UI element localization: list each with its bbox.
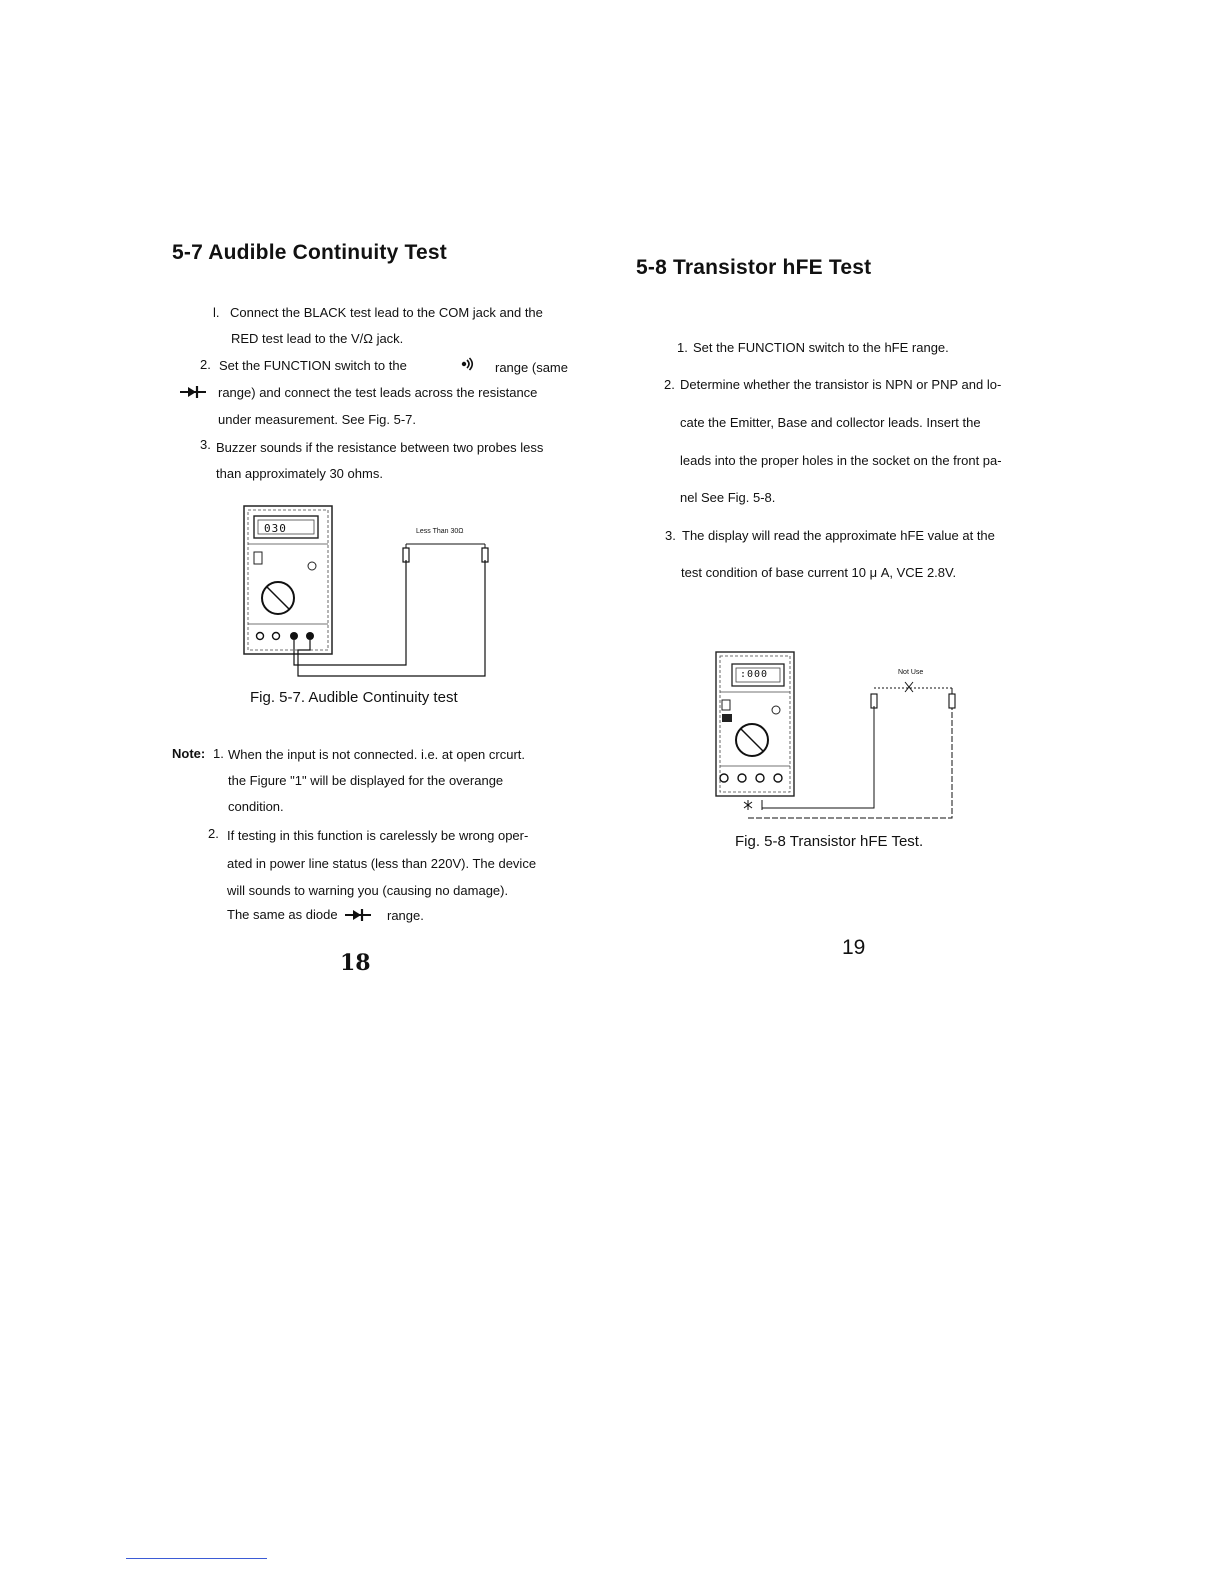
- hfe-step-1-line-1: Set the FUNCTION switch to the hFE range.: [693, 340, 949, 355]
- section-heading-5-8: 5-8 Transistor hFE Test: [636, 256, 872, 279]
- sound-wave-icon: [460, 356, 476, 377]
- step-1-line-2: RED test lead to the V/Ω jack.: [231, 331, 404, 346]
- step-1-line-1: Connect the BLACK test lead to the COM jack and the: [230, 305, 543, 320]
- meter-display-reading: :000: [740, 669, 769, 680]
- note-1-line-3: condition.: [228, 799, 284, 814]
- note-2-line-4b: range.: [387, 908, 424, 923]
- step-3-line-2: than approximately 30 ohms.: [216, 466, 383, 481]
- step-2-line-1a: Set the FUNCTION switch to the: [219, 358, 407, 373]
- meter-display-reading: 030: [264, 522, 287, 535]
- hfe-step-2-line-2: cate the Emitter, Base and collector leads. Insert the: [680, 415, 981, 430]
- note-2-line-4a: The same as diode: [227, 907, 338, 922]
- figure-caption: Fig. 5-8 Transistor hFE Test.: [735, 833, 924, 850]
- note-2-line-3: will sounds to warning you (causing no damage).: [227, 883, 509, 898]
- note-1-line-2: the Figure "1" will be displayed for the overange: [228, 773, 504, 788]
- step-3-line-1: Buzzer sounds if the resistance between two probes less: [216, 440, 544, 455]
- note-number: 1.: [213, 746, 224, 761]
- figure-label: Less Than 30Ω: [416, 528, 464, 535]
- section-heading-5-7: 5-7 Audible Continuity Test: [172, 241, 447, 264]
- note-2-line-1: If testing in this function is carelessly be wrong oper-: [227, 828, 529, 843]
- figure-5-8: [712, 648, 972, 828]
- footer-rule: [126, 1558, 267, 1559]
- hfe-step-2-line-3: leads into the proper holes in the socket on the front pa-: [680, 453, 1002, 468]
- step-number: 3.: [665, 528, 676, 543]
- hfe-step-3-line-1: The display will read the approximate hFE value at the: [682, 528, 995, 543]
- step-2-line-2: range) and connect the test leads across the resistance: [218, 385, 538, 400]
- step-number: 3.: [200, 437, 211, 452]
- hfe-step-3-line-2: test condition of base current 10 μ A, VCE 2.8V.: [681, 565, 957, 580]
- note-label: Note:: [172, 746, 206, 761]
- note-2-line-2: ated in power line status (less than 220V). The device: [227, 856, 537, 871]
- step-number: 1.: [677, 340, 688, 355]
- hfe-step-2-line-1: Determine whether the transistor is NPN or PNP and lo-: [680, 377, 1002, 392]
- step-number: l.: [213, 305, 220, 320]
- note-1-line-1: When the input is not connected. i.e. at open crcurt.: [228, 747, 526, 762]
- page-number-18: 18: [340, 950, 371, 976]
- step-number: 2.: [200, 357, 211, 372]
- figure-label: Not Use: [898, 669, 924, 676]
- note-number: 2.: [208, 826, 219, 841]
- figure-caption: Fig. 5-7. Audible Continuity test: [250, 689, 458, 706]
- hfe-step-2-line-4: nel See Fig. 5-8.: [680, 490, 776, 505]
- diode-icon: [345, 908, 371, 926]
- page-number-19: 19: [842, 936, 866, 959]
- diode-icon: [180, 385, 206, 403]
- step-2-line-3: under measurement. See Fig. 5-7.: [218, 412, 416, 427]
- figure-5-7: [240, 500, 500, 685]
- step-2-line-1b: range (same: [495, 360, 568, 375]
- step-number: 2.: [664, 377, 675, 392]
